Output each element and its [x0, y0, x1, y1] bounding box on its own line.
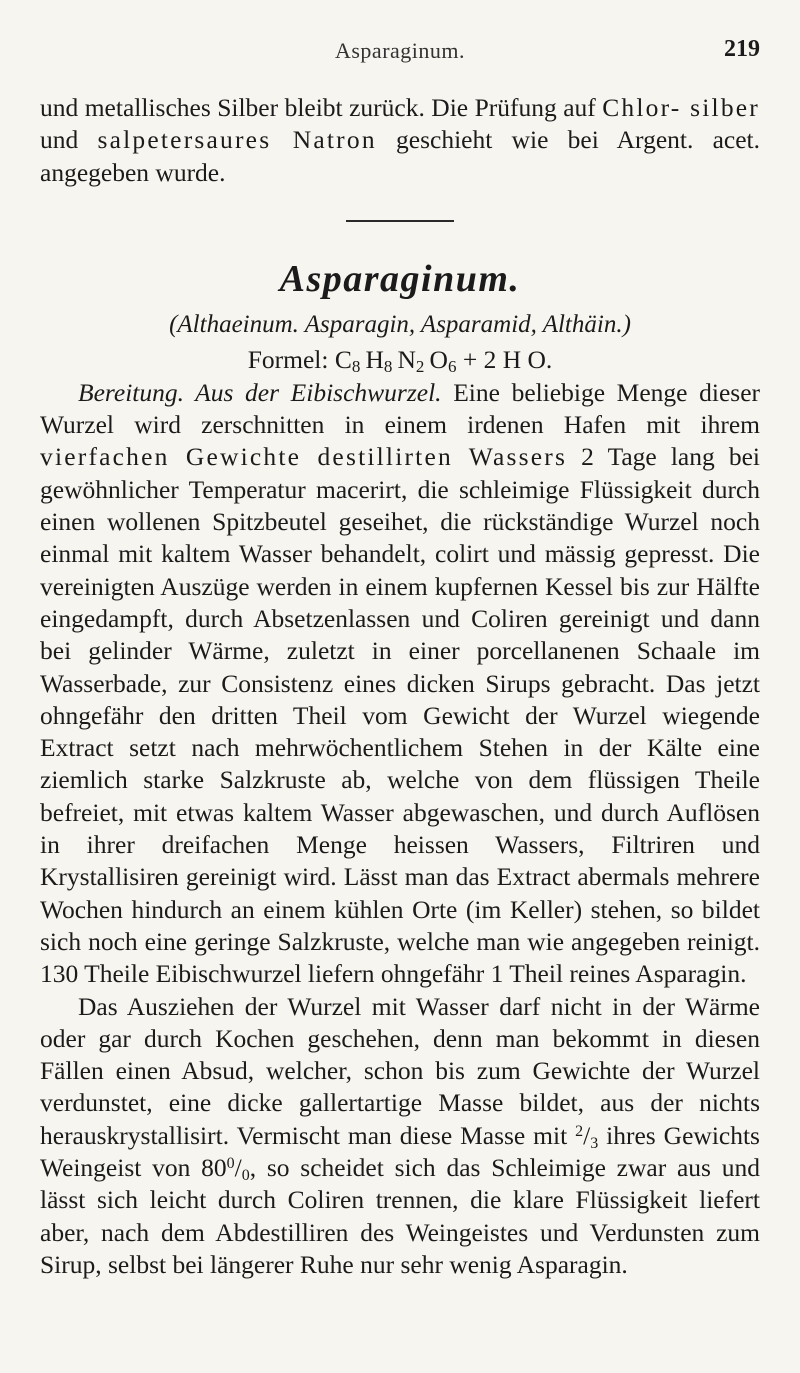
- formula-n: N: [397, 344, 416, 374]
- formula-c-count: 8: [351, 356, 361, 376]
- ausziehen-text-1: Das Ausziehen der Wurzel mit Wasser darf nicht in der Wärme oder gar durch Kochen geschehen, denn man bekommt in diesen Fällen einen Absud, welcher, schon bis zum Gewichte der Wurzel verdunstet, eine dicke gallertartige Masse bildet, aus der nichts herauskrystallisirt. Vermischt man diese Masse mit: [40, 991, 760, 1150]
- book-page: [40, 38, 760, 1281]
- entry-title: Asparaginum.: [279, 257, 521, 300]
- ausziehen-text-3: , so scheidet sich das Schleimige zwar aus und lässt sich leicht durch Coliren trennen, die klare Flüssigkeit liefert aber, nach dem Abdestilliren des Weingeistes und Verdunsten zum Sirup, selbst bei längerer Ruhe nur sehr wenig Asparagin.: [40, 1153, 760, 1279]
- page-number: 219: [724, 36, 760, 62]
- bereitung-spaced: vierfachen Gewichte destillirten Wassers: [40, 442, 568, 472]
- percent-top: 0: [226, 1155, 235, 1173]
- bereitung-paragraph: [40, 377, 760, 991]
- fraction-denominator: 3: [590, 1134, 599, 1152]
- entry-synonyms: (Althaeinum. Asparagin, Asparamid, Althäin.): [169, 310, 631, 338]
- intro-text-2: und: [40, 125, 98, 155]
- bereitung-text-1: Eine beliebige Menge dieser Wurzel wird zerschnitten in einem irdenen Hafen mit ihrem: [40, 377, 760, 440]
- formula-h-count: 8: [383, 356, 393, 376]
- section-divider: [346, 220, 454, 222]
- formula-o-count: 6: [447, 356, 457, 376]
- fraction-two-thirds: $^2/_3$: [575, 1120, 599, 1152]
- formula-label: Formel:: [247, 344, 335, 374]
- intro-paragraph: [40, 92, 760, 189]
- intro-text-3: geschieht wie bei Argent. acet. angegeben wurde.: [40, 125, 761, 187]
- running-head: [40, 38, 760, 68]
- formula-n-count: 2: [415, 356, 425, 376]
- entry-formula: [40, 343, 760, 377]
- percent-sign: $^0/_0$: [226, 1153, 250, 1185]
- bereitung-label: Bereitung. Aus der Eibischwurzel.: [78, 377, 442, 407]
- intro-text-1: und metallisches Silber bleibt zurück. Die Prüfung auf: [40, 93, 603, 122]
- formula-rest: + 2 H O.: [456, 344, 553, 374]
- bereitung-text-2: 2 Tage lang bei gewöhnlicher Temperatur macerirt, die schleimige Flüssigkeit durch einen wollenen Spitzbeutel geseihet, die rückständige Wurzel noch einmal mit kaltem Wasser behandelt, colirt und mässig gepresst. Die vereinigten Auszüge werden in einem kupfernen Kessel bis zur Hälfte eingedampft, durch Absetzenlassen und Coliren gereinigt und dann bei gelinder Wärme, zuletzt in einer porcellanenen Schaale im Wasserbade, zur Consistenz eines dicken Sirups gebracht. Das jetzt ohngefähr den dritten Theil vom Gewicht der Wurzel wiegende Extract setzt nach mehrwöchentlichem Stehen in der Kälte eine ziemlich starke Salzkruste ab, welche von dem flüssigen Theile befreiet, mit etwas kaltem Wasser abgewaschen, und durch Auflösen in ihrer dreifachen Menge heissen Wassers, Filtriren und Krystallisiren gereinigt wird. Lässt man das Extract abermals mehrere Wochen hindurch an einem kühlen Orte (im Keller) stehen, so bildet sich noch eine geringe Salzkruste, welche man wie angegeben reinigt. 130 Theile Eibischwurzel liefern ohngefähr 1 Theil reines Asparagin.: [40, 442, 760, 989]
- fraction-numerator: 2: [575, 1122, 584, 1140]
- formula-o: O: [429, 344, 448, 374]
- running-title: Asparaginum.: [334, 38, 466, 63]
- formula-h: H: [365, 344, 384, 374]
- intro-chlorsilber: Chlor- silber: [602, 93, 760, 122]
- percent-bottom: 0: [241, 1167, 250, 1185]
- formula-c: C: [334, 344, 352, 374]
- ausziehen-paragraph: [40, 991, 760, 1282]
- intro-natron: salpetersaures Natron: [97, 125, 377, 155]
- ausziehen-text-2: ihres Gewichts Weingeist von 80: [40, 1120, 760, 1183]
